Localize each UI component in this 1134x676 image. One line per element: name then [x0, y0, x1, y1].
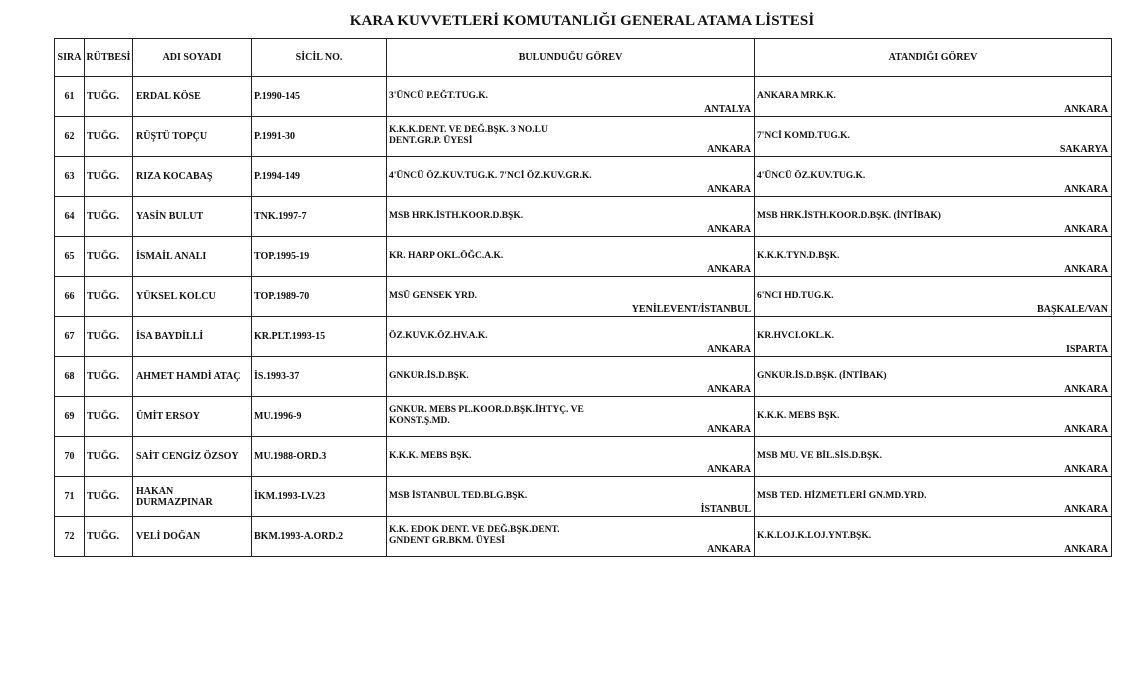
cell-current-duty [387, 157, 755, 197]
cell-sicil: İS.1993-37 [252, 357, 387, 397]
current-unit [389, 525, 560, 547]
cell-name: YÜKSEL KOLCU [133, 277, 252, 317]
cell-sira: 66 [55, 277, 85, 317]
current-unit-line1: K.K.K. MEBS BŞK. [389, 451, 472, 461]
current-unit-line1: KR. HARP OKL.ÖĞC.A.K. [389, 251, 504, 261]
table-row [55, 277, 1112, 317]
cell-sicil: BKM.1993-A.ORD.2 [252, 517, 387, 557]
cell-current-duty [387, 277, 755, 317]
cell-rutbe: TUĞG. [85, 277, 133, 317]
cell-sira: 65 [55, 237, 85, 277]
cell-assigned-duty [755, 197, 1112, 237]
table-row [55, 317, 1112, 357]
table-row [55, 77, 1112, 117]
assigned-unit: 7'NCİ KOMD.TUG.K. [757, 131, 850, 141]
header-assigned-duty: ATANDIĞI GÖREV [755, 39, 1112, 77]
cell-sicil: TOP.1995-19 [252, 237, 387, 277]
cell-rutbe: TUĞG. [85, 197, 133, 237]
cell-assigned-duty [755, 237, 1112, 277]
cell-current-duty [387, 77, 755, 117]
cell-sicil: MU.1988-ORD.3 [252, 437, 387, 477]
cell-sira: 70 [55, 437, 85, 477]
cell-current-duty [387, 357, 755, 397]
cell-sira: 61 [55, 77, 85, 117]
current-unit-line1: 3'ÜNCÜ P.EĞT.TUG.K. [389, 91, 488, 101]
cell-name: İSA BAYDİLLİ [133, 317, 252, 357]
assigned-unit: K.K.K.TYN.D.BŞK. [757, 251, 840, 261]
current-city: ANKARA [707, 464, 751, 475]
assigned-city: ANKARA [1064, 544, 1108, 555]
cell-sicil: P.1990-145 [252, 77, 387, 117]
current-unit-line1: GNKUR.İS.D.BŞK. [389, 371, 469, 381]
table-row [55, 237, 1112, 277]
cell-sicil: MU.1996-9 [252, 397, 387, 437]
cell-current-duty [387, 437, 755, 477]
current-unit-line1: ÖZ.KUV.K.ÖZ.HV.A.K. [389, 331, 488, 341]
current-unit-line2: KONST.Ş.MD. [389, 416, 450, 426]
table-row [55, 197, 1112, 237]
cell-name: İSMAİL ANALI [133, 237, 252, 277]
general-assignment-table [54, 38, 1112, 557]
current-city: İSTANBUL [700, 504, 751, 515]
current-unit [389, 211, 523, 222]
current-unit [389, 171, 592, 182]
table-row [55, 157, 1112, 197]
cell-current-duty [387, 117, 755, 157]
assigned-city: ANKARA [1064, 104, 1108, 115]
table-header-row [55, 39, 1112, 77]
cell-rutbe: TUĞG. [85, 117, 133, 157]
cell-sicil: P.1994-149 [252, 157, 387, 197]
current-unit [389, 291, 477, 302]
cell-sira: 63 [55, 157, 85, 197]
cell-sira: 67 [55, 317, 85, 357]
current-unit-line1: MSB İSTANBUL TED.BLG.BŞK. [389, 491, 528, 501]
table-row [55, 117, 1112, 157]
current-unit [389, 251, 503, 262]
cell-rutbe: TUĞG. [85, 517, 133, 557]
cell-name: YASİN BULUT [133, 197, 252, 237]
current-city: ANKARA [707, 264, 751, 275]
assigned-unit: K.K.K. MEBS BŞK. [757, 411, 840, 421]
cell-sira: 64 [55, 197, 85, 237]
current-unit [389, 91, 488, 102]
cell-rutbe: TUĞG. [85, 397, 133, 437]
cell-current-duty [387, 477, 755, 517]
assigned-city: SAKARYA [1059, 144, 1108, 155]
cell-sira: 72 [55, 517, 85, 557]
assigned-unit: KR.HVCI.OKL.K. [757, 331, 835, 341]
current-unit [389, 491, 527, 502]
current-city: ANTALYA [704, 104, 751, 115]
cell-sicil: İKM.1993-LV.23 [252, 477, 387, 517]
cell-sicil: KR.PLT.1993-15 [252, 317, 387, 357]
cell-sicil: TNK.1997-7 [252, 197, 387, 237]
cell-assigned-duty [755, 157, 1112, 197]
table-row [55, 437, 1112, 477]
cell-name: ÜMİT ERSOY [133, 397, 252, 437]
cell-assigned-duty [755, 77, 1112, 117]
cell-name: RÜŞTÜ TOPÇU [133, 117, 252, 157]
assigned-city: ISPARTA [1065, 344, 1108, 355]
cell-name: HAKAN DURMAZPINAR [133, 477, 252, 517]
assigned-city: ANKARA [1064, 264, 1108, 275]
cell-rutbe: TUĞG. [85, 237, 133, 277]
assigned-unit: MSB HRK.İSTH.KOOR.D.BŞK. (İNTİBAK) [757, 211, 941, 221]
cell-assigned-duty [755, 317, 1112, 357]
cell-current-duty [387, 197, 755, 237]
cell-sira: 71 [55, 477, 85, 517]
assigned-unit: 6'NCI HD.TUG.K. [757, 291, 834, 301]
cell-assigned-duty [755, 117, 1112, 157]
cell-sira: 69 [55, 397, 85, 437]
header-sicil: SİCİL NO. [252, 39, 387, 77]
cell-assigned-duty [755, 517, 1112, 557]
table-row [55, 477, 1112, 517]
current-unit [389, 331, 488, 342]
current-unit-line1: 4'ÜNCÜ ÖZ.KUV.TUG.K. 7'NCİ ÖZ.KUV.GR.K. [389, 171, 592, 181]
cell-current-duty [387, 317, 755, 357]
cell-current-duty [387, 397, 755, 437]
header-name: ADI SOYADI [133, 39, 252, 77]
current-city: ANKARA [707, 144, 751, 155]
document-title: KARA KUVVETLERİ KOMUTANLIĞI GENERAL ATAMA LİSTESİ [349, 13, 815, 29]
cell-assigned-duty [755, 477, 1112, 517]
assigned-city: ANKARA [1064, 224, 1108, 235]
cell-rutbe: TUĞG. [85, 357, 133, 397]
cell-rutbe: TUĞG. [85, 157, 133, 197]
current-city: YENİLEVENT/İSTANBUL [631, 304, 751, 315]
cell-sicil: TOP.1989-70 [252, 277, 387, 317]
cell-name: ERDAL KÖSE [133, 77, 252, 117]
cell-assigned-duty [755, 277, 1112, 317]
current-city: ANKARA [707, 184, 751, 195]
current-unit [389, 371, 469, 382]
current-unit [389, 125, 548, 147]
cell-assigned-duty [755, 437, 1112, 477]
assigned-unit: K.K.LOJ.K.LOJ.YNT.BŞK. [757, 531, 872, 541]
assigned-city: ANKARA [1064, 504, 1108, 515]
cell-rutbe: TUĞG. [85, 477, 133, 517]
header-sira: SIRA [55, 39, 85, 77]
current-unit-line1: MSÜ GENSEK YRD. [389, 291, 478, 301]
cell-assigned-duty [755, 357, 1112, 397]
assigned-city: ANKARA [1064, 184, 1108, 195]
header-current-duty: BULUNDUĞU GÖREV [387, 39, 755, 77]
current-city: ANKARA [707, 424, 751, 435]
header-rutbe: RÜTBESİ [85, 39, 133, 77]
cell-rutbe: TUĞG. [85, 77, 133, 117]
assigned-unit: 4'ÜNCÜ ÖZ.KUV.TUG.K. [757, 171, 866, 181]
current-unit [389, 451, 471, 462]
cell-current-duty [387, 237, 755, 277]
current-unit-line2: DENT.GR.P. ÜYESİ [389, 136, 473, 146]
cell-name: AHMET HAMDİ ATAÇ [133, 357, 252, 397]
current-city: ANKARA [707, 224, 751, 235]
assigned-unit: MSB MU. VE BİL.SİS.D.BŞK. [757, 451, 882, 461]
cell-sira: 68 [55, 357, 85, 397]
assigned-city: BAŞKALE/VAN [1037, 304, 1108, 315]
current-unit-line2: GNDENT GR.BKM. ÜYESİ [389, 536, 505, 546]
assigned-city: ANKARA [1064, 424, 1108, 435]
cell-name: RIZA KOCABAŞ [133, 157, 252, 197]
assigned-city: ANKARA [1064, 464, 1108, 475]
assigned-unit: MSB TED. HİZMETLERİ GN.MD.YRD. [757, 491, 927, 501]
cell-name: SAİT CENGİZ ÖZSOY [133, 437, 252, 477]
cell-sicil: P.1991-30 [252, 117, 387, 157]
cell-name: VELİ DOĞAN [133, 517, 252, 557]
cell-rutbe: TUĞG. [85, 437, 133, 477]
current-city: ANKARA [707, 344, 751, 355]
cell-sira: 62 [55, 117, 85, 157]
cell-rutbe: TUĞG. [85, 317, 133, 357]
current-unit-line1: K.K. EDOK DENT. VE DEĞ.BŞK.DENT. [389, 525, 560, 535]
current-unit [389, 405, 584, 427]
table-row [55, 397, 1112, 437]
current-unit-line1: GNKUR. MEBS PL.KOOR.D.BŞK.İHTYÇ. VE [389, 405, 584, 415]
current-unit-line1: K.K.K.DENT. VE DEĞ.BŞK. 3 NO.LU [389, 125, 548, 135]
table-row [55, 357, 1112, 397]
assigned-unit: ANKARA MRK.K. [757, 91, 836, 101]
cell-current-duty [387, 517, 755, 557]
assigned-unit: GNKUR.İS.D.BŞK. (İNTİBAK) [757, 371, 887, 381]
assigned-city: ANKARA [1064, 384, 1108, 395]
table-row [55, 517, 1112, 557]
current-city: ANKARA [707, 384, 751, 395]
cell-assigned-duty [755, 397, 1112, 437]
current-city: ANKARA [707, 544, 751, 555]
current-unit-line1: MSB HRK.İSTH.KOOR.D.BŞK. [389, 211, 524, 221]
